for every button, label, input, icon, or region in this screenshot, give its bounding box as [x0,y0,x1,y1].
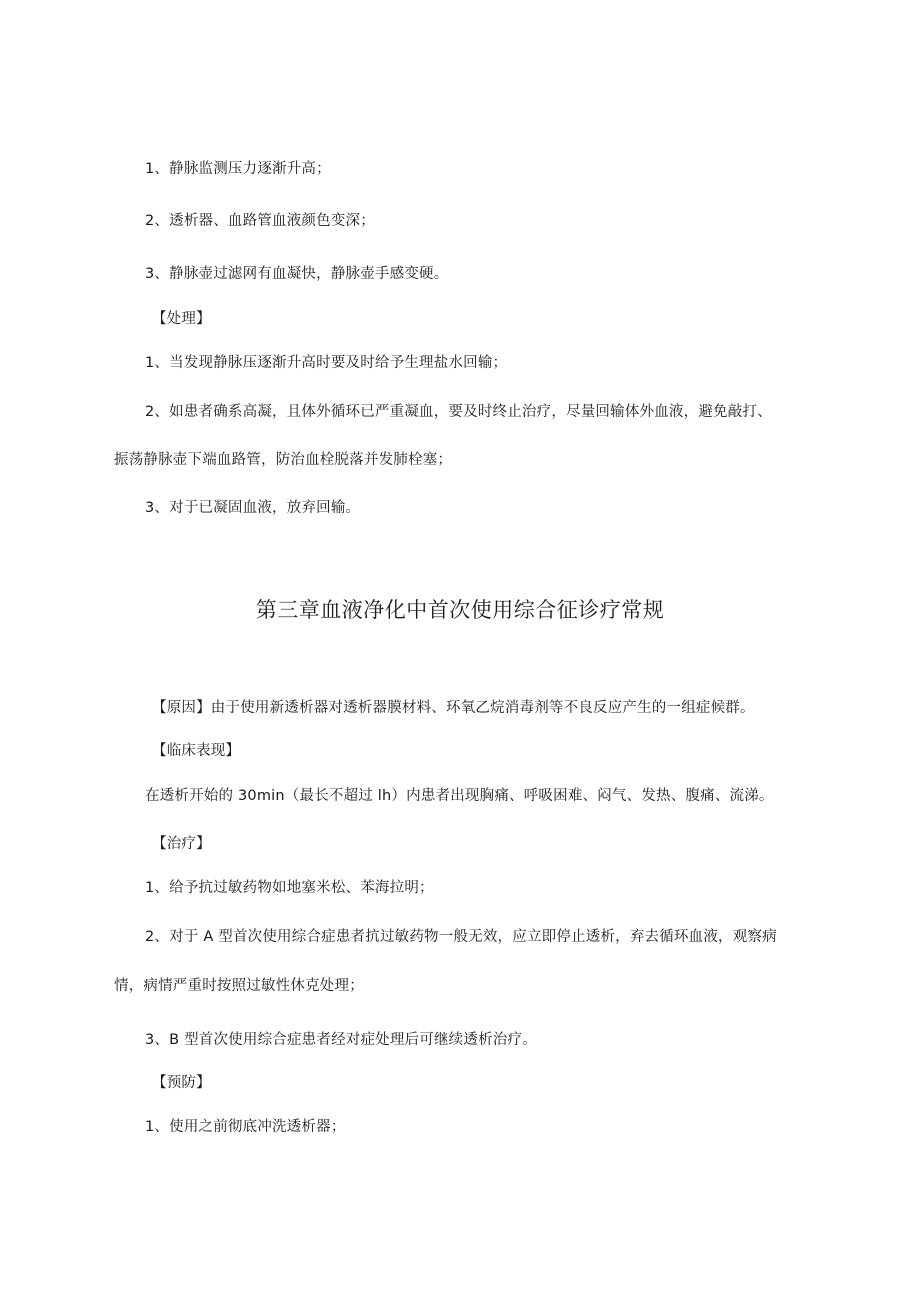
symptom-item-1: 1、静脉监测压力逐渐升高； [145,161,331,177]
treatment-item-2-line-1: 2、如患者确系高凝，且体外循环已严重凝血，要及时终止治疗，尽量回输体外血液，避免敲打、 [145,404,772,420]
treatment-item-3: 3、对于已凝固血液，放弃回输。 [145,500,361,516]
treatment-item-1: 1、当发现静脉压逐渐升高时要及时给予生理盐水回输； [145,355,508,371]
clinical-heading: 【临床表现】 [152,743,241,759]
prevention-item-1: 1、使用之前彻底冲洗透析器； [145,1119,346,1135]
therapy-item-2-line-2: 情，病情严重时按照过敏性休克处理； [114,978,364,994]
treatment-item-2-line-2: 振荡静脉壶下端血路管，防治血栓脱落并发肺栓塞； [114,452,453,468]
therapy-heading: 【治疗】 [152,836,211,852]
symptom-item-3: 3、静脉壶过滤网有血凝快，静脉壶手感变硬。 [145,266,449,282]
chapter-title: 第三章血液净化中首次使用综合征诊疗常规 [255,598,665,622]
treatment-heading: 【处理】 [152,311,211,327]
symptom-item-2: 2、透析器、血路管血液颜色变深； [145,213,375,229]
therapy-item-1: 1、给予抗过敏药物如地塞米松、苯海拉明； [145,880,434,896]
prevention-heading: 【预防】 [152,1075,211,1091]
therapy-item-2-line-1: 2、对于 A 型首次使用综合症患者抗过敏药物一般无效，应立即停止透析，弃去循环血液，观察病 [145,929,777,945]
clinical-text: 在透析开始的 30min（最长不超过 lh）内患者出现胸痛、呼吸困难、闷气、发热、腹痛、流涕。 [145,788,774,804]
cause-paragraph: 【原因】由于使用新透析器对透析器膜材料、环氧乙烷消毒剂等不良反应产生的一组症候群。 [152,700,755,716]
therapy-item-3: 3、B 型首次使用综合症患者经对症处理后可继续透析治疗。 [145,1032,537,1048]
